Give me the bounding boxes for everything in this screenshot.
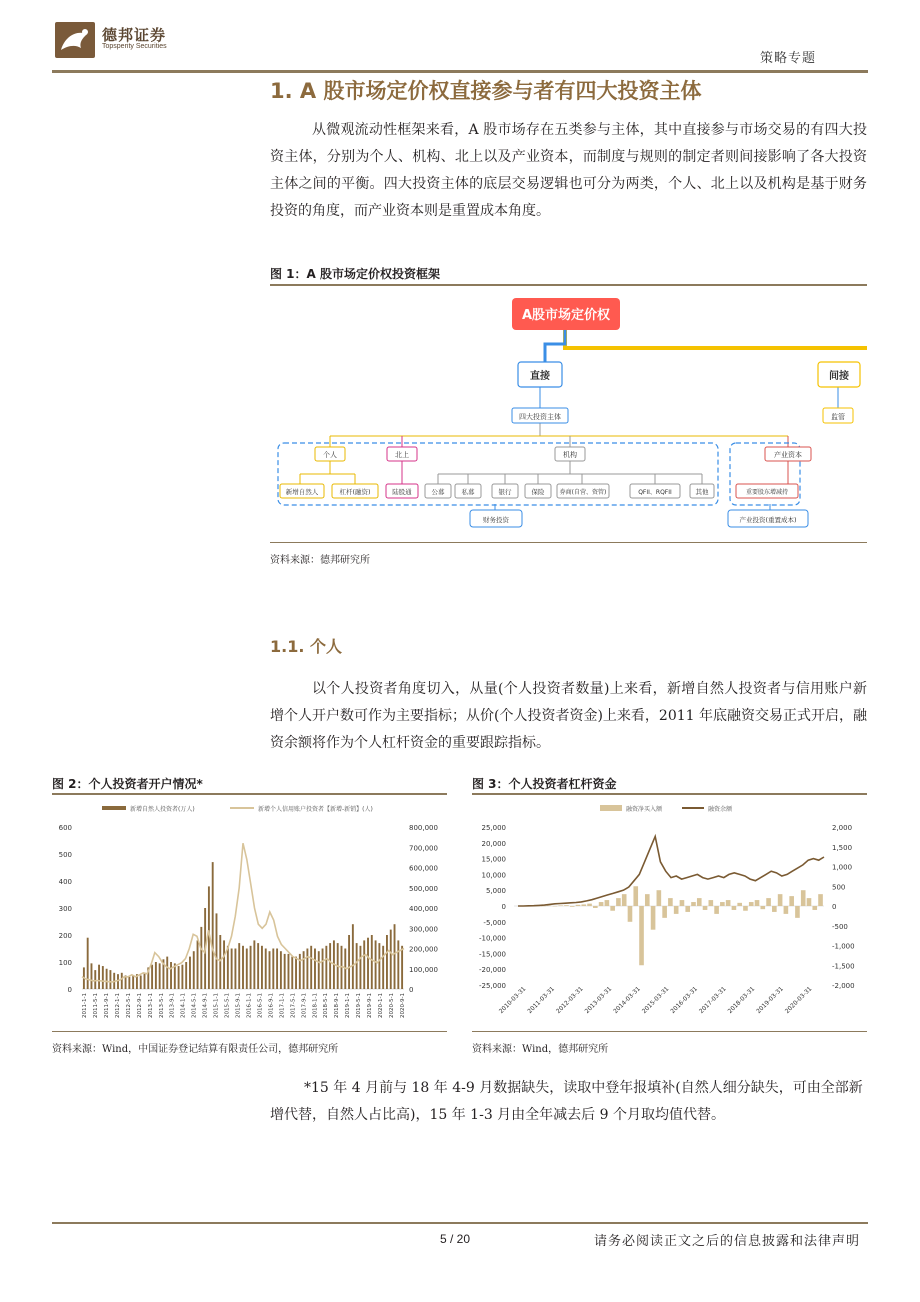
bar [633,886,638,906]
x-tick: 2019-9-1 [367,993,374,1018]
bar [760,906,765,909]
x-tick: 2015-1-1 [213,993,220,1018]
bar [685,906,690,912]
x-tick: 2016-03-31 [669,985,700,1016]
bar [755,900,760,906]
bar [772,906,777,912]
bar [257,943,259,989]
y-right-tick: 100,000 [409,965,438,974]
y-right-tick: -1,000 [832,942,855,951]
logo-name: 德邦证券 [102,26,167,44]
legend-swatch-line [230,807,254,809]
diagram-inst-item [425,484,451,498]
x-tick: 2011-1-1 [82,993,88,1018]
y-right-tick: 1,000 [832,863,853,872]
y-left-tick: -10,000 [478,934,506,943]
x-tick: 2016-9-1 [268,993,275,1018]
svg-text:产业投资(重置成本): 产业投资(重置成本) [739,516,797,524]
y-right-tick: -500 [832,922,848,931]
y-left-tick: 300 [58,905,72,913]
diagram-industrial-investment-node [728,510,808,527]
x-tick: 2017-9-1 [301,993,308,1018]
x-tick: 2012-1-1 [114,993,121,1018]
bar [691,902,696,906]
svg-text:杠杆(融资): 杠杆(融资) [339,488,371,496]
bar [242,946,244,989]
bar [253,940,255,989]
bar [348,935,350,989]
bar [622,894,627,906]
individual-paragraph: 以个人投资者角度切入，从量(个人投资者数量)上来看，新增自然人投资者与信用账户新增个人开户数可作为主要指标；从价(个人投资者资金)上来看，2011 年底融资交易正式开启，融资余额将作为个人杠杆资金的重要跟踪指标。 [270,681,868,751]
bar [818,894,823,906]
bar [737,903,742,906]
investor-accounts-chart [52,797,447,1030]
diagram-holder-change-node [736,484,798,498]
figure3-top-rule [472,793,867,795]
bar [662,906,667,918]
bar [170,962,172,989]
y-left-tick: -5,000 [483,918,506,927]
x-tick: 2018-5-1 [323,993,330,1018]
bar [386,935,388,989]
y-right-tick: 300,000 [409,925,438,934]
bar [766,898,771,906]
svg-text:间接: 间接 [829,371,849,382]
footer-divider [52,1222,868,1224]
bar [359,946,361,989]
x-tick: 2012-03-31 [555,985,585,1016]
diagram-four-subjects-node [512,408,568,423]
diagram-institution-node [555,447,585,461]
x-tick: 2012-5-1 [125,993,132,1018]
diagram-direct-node [518,362,562,387]
x-tick: 2016-1-1 [246,993,253,1018]
figure2-source: 资料来源：Wind，中国证券登记结算有限责任公司，德邦研究所 [52,1044,339,1055]
figure3-source: 资料来源：Wind，德邦研究所 [472,1044,609,1055]
bar [303,951,305,989]
bar [238,943,240,989]
legend-swatch-bar [600,805,622,811]
bar [651,906,656,930]
diagram-individual-node [315,447,345,461]
bar [261,946,263,989]
bar [193,951,195,989]
svg-text:财务投资: 财务投资 [483,516,509,524]
y-left-tick: 5,000 [485,887,506,896]
bar [668,898,673,906]
x-tick: 2018-03-31 [726,985,757,1016]
svg-text:券商(自营、资管): 券商(自营、资管) [559,489,607,496]
bar [605,900,610,906]
y-left-tick: -15,000 [478,950,506,959]
diagram-inst-item [557,484,609,498]
logo-subtitle: Topsperity Securities [102,43,167,50]
y-left-tick: -25,000 [478,982,506,990]
bar [98,965,100,989]
bar [310,946,312,989]
bar [749,902,754,906]
legend-swatch-bar [102,806,126,810]
svg-text:A股市场定价权: A股市场定价权 [521,308,611,323]
y-right-tick: 500,000 [409,884,438,893]
bar [231,949,233,990]
y-right-tick: 600,000 [409,864,438,873]
legend-label-line: 新增个人信用账户投资者【新增-新销】(人) [258,806,373,813]
bar [812,906,817,910]
x-tick: 2014-1-1 [180,993,187,1018]
x-tick: 2020-1-1 [378,993,385,1018]
bar [587,904,592,906]
x-tick: 2019-03-31 [755,985,785,1016]
bar [216,913,218,989]
y-right-tick: 1,500 [832,843,853,852]
bar [219,935,221,989]
y-left-tick: 0 [501,903,506,911]
bar [295,957,297,989]
bar [212,862,214,989]
bar [674,906,679,914]
svg-text:直接: 直接 [530,371,550,382]
diagram-inst-item [525,484,551,498]
bar [639,906,644,965]
bar [367,938,369,989]
svg-text:个人: 个人 [323,451,337,459]
x-tick: 2017-5-1 [290,993,297,1018]
bar [284,954,286,989]
bar [140,976,142,990]
x-tick: 2014-9-1 [202,993,209,1018]
bar [784,906,789,914]
legend-label-bar: 新增自然人投资者(万人) [130,806,195,813]
x-tick: 2011-5-1 [92,993,99,1018]
bar [272,949,274,990]
diagram-financial-investment-node [470,510,522,527]
figure1-bottom-rule [270,542,867,543]
bar [121,973,123,989]
bar [382,946,384,989]
bar [390,930,392,989]
figure1-top-rule [270,284,867,286]
y-left-tick: 400 [58,878,72,886]
bar [189,957,191,989]
svg-text:产业资本: 产业资本 [774,451,802,459]
bar [185,962,187,989]
figure3-title: 图 3：个人投资者杠杆资金 [472,777,617,791]
bar [616,898,621,906]
legend-swatch-line [682,807,704,809]
svg-text:QFII、RQFII: QFII、RQFII [638,489,672,496]
section-label: 策略专题 [760,51,817,66]
bar [151,965,153,989]
y-right-tick: 0 [832,903,837,911]
y-right-tick: 500 [832,883,846,892]
svg-text:银行: 银行 [498,488,512,496]
bar [197,940,199,989]
figure3-bottom-rule [472,1031,867,1032]
bar [732,906,737,910]
bar [128,977,130,989]
bar [394,924,396,989]
x-tick: 2014-03-31 [612,985,642,1016]
y-left-tick: 0 [67,986,72,994]
x-tick: 2020-9-1 [400,993,406,1018]
bar [329,943,331,989]
bar [401,946,403,989]
bar [306,949,308,990]
header-divider [52,70,868,73]
figure2-title: 图 2：个人投资者开户情况* [52,777,203,791]
page-number: 5 / 20 [440,1232,471,1246]
data-note: *15 年 4 月前与 18 年 4-9 月数据缺失，读取中登年报填补(自然人细分缺失，可由全部新增代替，自然人占比高)，15 年 1-3 月由全年减去后 9 个月取均值代替。 [270,1080,863,1123]
bar [314,949,316,990]
bar [159,963,161,989]
bar [645,894,650,906]
figure2-top-rule [52,793,447,795]
bar [720,902,725,906]
x-tick: 2012-9-1 [136,993,143,1018]
bar [91,963,93,989]
x-tick: 2013-9-1 [169,993,176,1018]
bar [628,906,633,922]
svg-text:北上: 北上 [395,451,409,459]
x-tick: 2020-5-1 [389,993,396,1018]
x-tick: 2017-03-31 [698,985,728,1016]
diagram-inst-item [630,484,680,498]
margin-financing-chart [472,797,867,1030]
bar [593,906,598,908]
bar [801,890,806,906]
footer-disclaimer: 请务必阅读正文之后的信息披露和法律声明 [594,1234,861,1249]
svg-text:新增自然人: 新增自然人 [285,488,319,496]
bar [363,940,365,989]
svg-text:监管: 监管 [831,413,845,421]
y-left-tick: 10,000 [481,871,506,880]
x-tick: 2011-9-1 [103,993,110,1018]
bar [155,962,157,989]
section-heading: 1. A 股市场定价权直接参与者有四大投资主体 [270,79,702,103]
diagram-regulation-node [823,408,853,423]
y-left-tick: 200 [58,932,72,940]
bar [714,906,719,914]
bar [106,969,108,989]
diagram-new-natural-node [280,484,324,498]
bar [778,894,783,906]
x-tick: 2015-9-1 [235,993,242,1018]
bar [109,970,111,989]
x-tick: 2013-1-1 [147,993,154,1018]
bar [703,906,708,910]
diagram-indirect-node [818,362,860,387]
diagram-inst-item [492,484,518,498]
x-tick: 2010-03-31 [497,985,528,1016]
x-tick: 2011-03-31 [526,985,557,1016]
bar [181,965,183,989]
bar [200,927,202,989]
bar [789,896,794,906]
bar [697,898,702,906]
bar [564,905,569,906]
y-right-tick: 700,000 [409,844,438,853]
x-tick: 2019-5-1 [356,993,363,1018]
svg-text:陆股通: 陆股通 [392,488,412,496]
x-tick: 2015-03-31 [640,985,671,1016]
bar [726,900,731,906]
logo-icon [55,22,95,58]
x-tick: 2013-03-31 [583,985,614,1016]
bar [318,951,320,989]
diagram-root-node [512,298,620,330]
figure1-source: 资料来源：德邦研究所 [270,555,370,566]
y-left-tick: -20,000 [478,966,506,975]
y-right-tick: 200,000 [409,945,438,954]
y-right-tick: -2,000 [832,982,855,990]
legend-label-bar: 融资净买入额 [626,806,663,813]
y-left-tick: 25,000 [481,824,506,832]
bar [246,949,248,990]
bar [166,957,168,989]
diagram-inst-item [690,484,714,498]
bar [375,940,377,989]
y-left-tick: 100 [58,959,72,967]
bar [227,946,229,989]
bar [558,905,563,906]
bar [581,904,586,906]
x-tick: 2017-1-1 [279,993,286,1018]
bar [234,949,236,990]
svg-text:保险: 保险 [531,488,545,496]
bar [657,890,662,906]
bar [291,957,293,989]
bar [807,898,812,906]
x-tick: 2013-5-1 [158,993,165,1018]
bar [795,906,800,918]
svg-text:公募: 公募 [431,488,445,496]
bar [250,946,252,989]
y-right-tick: 800,000 [409,824,438,832]
svg-text:机构: 机构 [563,451,577,459]
bar [356,943,358,989]
bar [144,973,146,989]
x-tick: 2015-5-1 [224,993,231,1018]
bar [576,905,581,906]
bar [280,951,282,989]
bar [599,902,604,906]
intro-paragraph: 从微观流动性框架来看，A 股市场存在五类参与主体，其中直接参与市场交易的有四大投资主体，分别为个人、机构、北上以及产业资本，而制度与规则的制定者则间接影响了各大投资主体之间的平衡。四大投资主体的底层交易逻辑也可分为两类，个人、北上以及机构是基于财务投资的角度，而产业资本则是重置成本角度。 [270,122,867,219]
diagram-connect-node [386,484,418,498]
diagram-leverage-node [332,484,378,498]
y-right-tick: -1,500 [832,962,855,971]
bar [288,954,290,989]
bar [352,924,354,989]
bar [322,949,324,990]
y-right-tick: 0 [409,986,414,994]
legend-label-line: 融资余额 [708,806,733,813]
bar [397,940,399,989]
x-tick: 2014-5-1 [191,993,198,1018]
y-left-tick: 600 [58,824,72,832]
bar [117,974,119,989]
y-left-tick: 500 [58,851,72,859]
bar [743,906,748,911]
bar [265,949,267,990]
bar [276,949,278,990]
x-tick: 2018-1-1 [312,993,319,1018]
bar [102,966,104,989]
svg-text:其他: 其他 [695,488,709,496]
bar [570,906,575,907]
bar [371,935,373,989]
bar [178,966,180,989]
diagram-industrial-node [765,447,811,461]
y-left-tick: 15,000 [481,855,506,864]
y-right-tick: 2,000 [832,824,853,832]
framework-diagram [270,290,867,540]
svg-text:重要股东增减持: 重要股东增减持 [745,489,789,496]
x-tick: 2020-03-31 [783,985,814,1016]
diagram-inst-item [455,484,481,498]
y-left-tick: 20,000 [481,839,506,848]
figure2-bottom-rule [52,1031,447,1032]
bar [269,951,271,989]
bar [680,900,685,906]
svg-text:私募: 私募 [461,488,475,496]
bar [378,943,380,989]
bar [132,976,134,990]
bar [223,940,225,989]
bar [94,970,96,989]
bar [325,946,327,989]
x-tick: 2016-5-1 [257,993,264,1018]
figure1-title: 图 1：A 股市场定价权投资框架 [270,267,440,281]
svg-text:四大投资主体: 四大投资主体 [519,413,561,421]
bar [709,900,714,906]
subsection-heading: 1.1. 个人 [270,637,342,656]
x-tick: 2018-9-1 [334,993,341,1018]
diagram-northbound-node [387,447,417,461]
x-tick: 2019-1-1 [345,993,352,1018]
bar [87,938,89,989]
y-right-tick: 400,000 [409,905,438,913]
bar [610,906,615,911]
